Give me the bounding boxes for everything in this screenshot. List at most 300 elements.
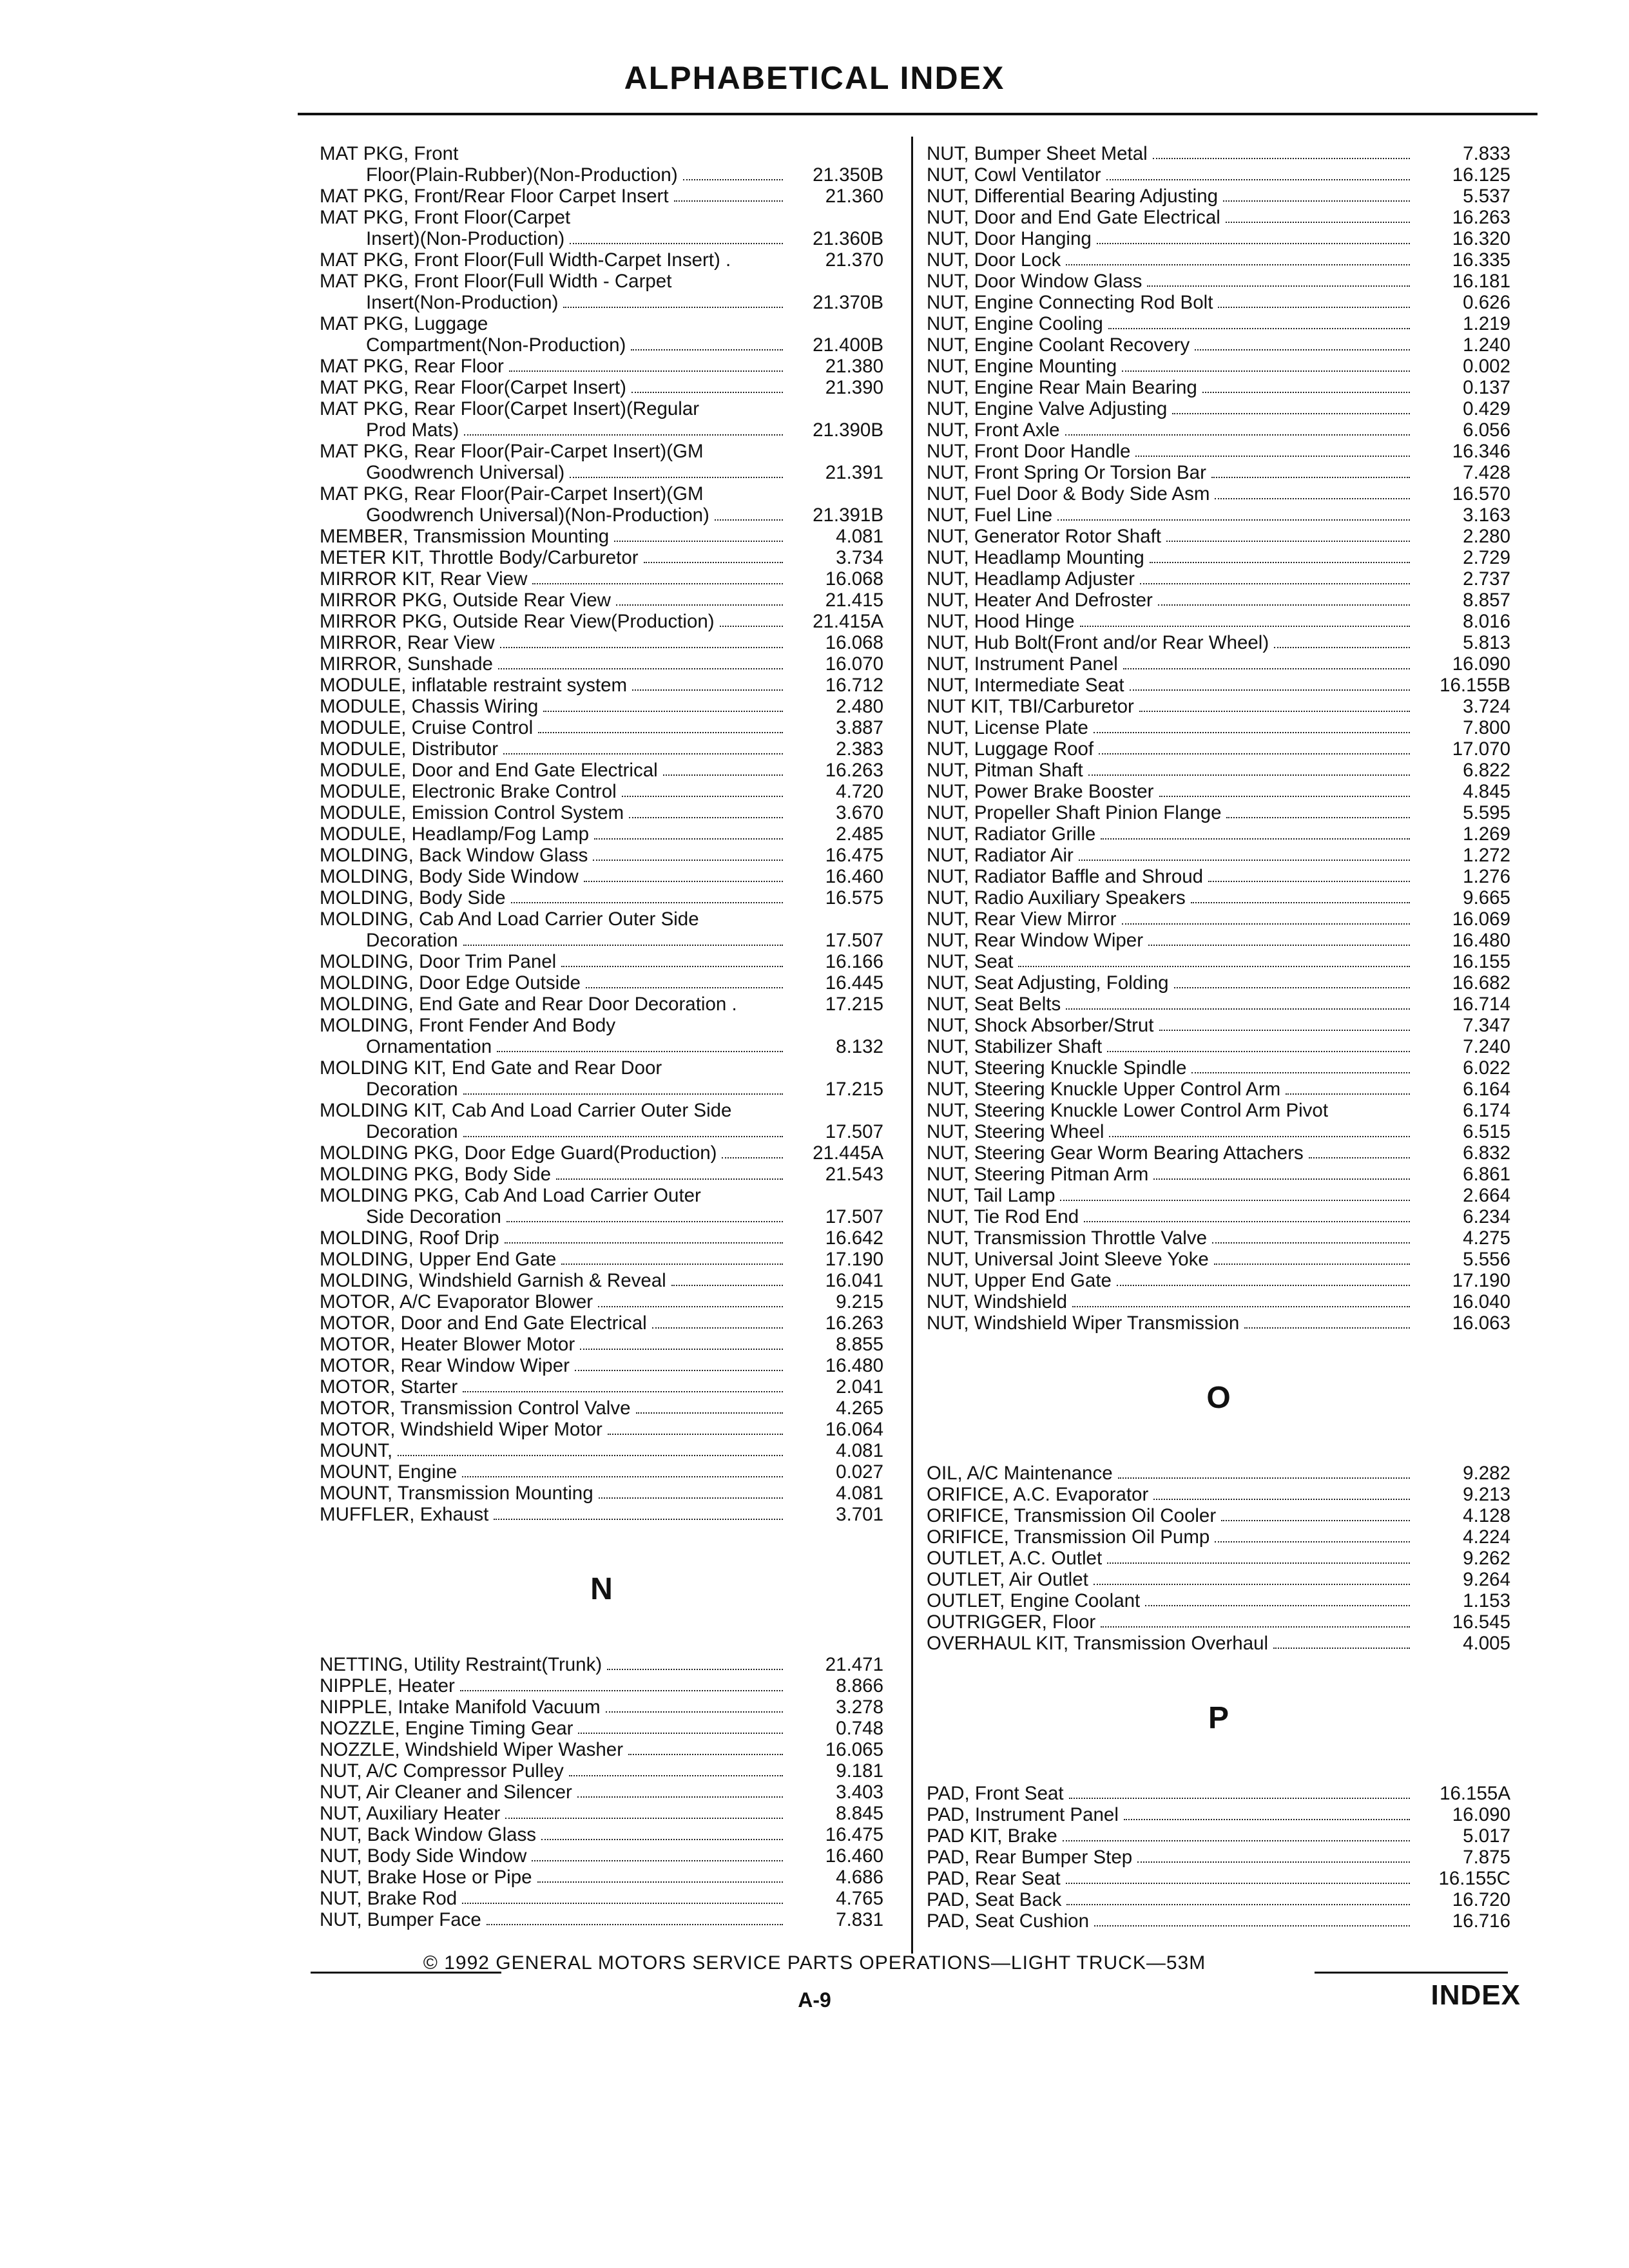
entry-label: NUT, Seat <box>927 951 1014 972</box>
index-entry <box>320 1909 883 1930</box>
leader-dots <box>532 1860 783 1861</box>
entry-page-ref: 5.017 <box>1463 1825 1510 1847</box>
index-entry <box>927 1590 1510 1611</box>
leader-dots <box>1066 1008 1410 1010</box>
entry-page-ref: 16.720 <box>1452 1889 1510 1910</box>
entry-label: ORIFICE, Transmission Oil Cooler <box>927 1505 1217 1526</box>
index-entry <box>320 1376 883 1398</box>
entry-label: NUT, Upper End Gate <box>927 1270 1112 1291</box>
leader-dots <box>1223 200 1410 202</box>
leader-dots <box>1226 222 1410 223</box>
index-entry <box>320 1888 883 1909</box>
entry-page-ref: 16.155C <box>1438 1868 1510 1889</box>
right-column <box>927 143 1510 1932</box>
entry-page-ref: 3.701 <box>836 1504 883 1525</box>
entry-label: Side Decoration <box>366 1206 501 1227</box>
leader-dots <box>616 604 783 606</box>
leader-dots <box>1286 1093 1410 1095</box>
entry-label: Decoration <box>366 930 458 951</box>
entry-label: NUT, Windshield <box>927 1291 1068 1312</box>
entry-page-ref: 16.642 <box>825 1227 883 1249</box>
entry-label: MODULE, Electronic Brake Control <box>320 781 617 802</box>
index-entry <box>320 1718 883 1739</box>
leader-dots <box>1122 370 1410 372</box>
entry-page-ref: 6.832 <box>1463 1142 1510 1164</box>
entry-page-ref: 4.720 <box>836 781 883 802</box>
entry-label: MUFFLER, Exhaust <box>320 1504 489 1525</box>
entry-label: OUTLET, A.C. Outlet <box>927 1548 1103 1569</box>
entry-label: NUT, Radiator Baffle and Shroud <box>927 866 1204 887</box>
index-entry <box>927 207 1510 228</box>
index-entry <box>320 1249 883 1270</box>
index-entry <box>927 717 1510 738</box>
entry-page-ref: 0.626 <box>1463 292 1510 313</box>
entry-label: NUT, Engine Mounting <box>927 356 1117 377</box>
entry-label: NIPPLE, Heater <box>320 1675 455 1696</box>
entry-label: MOLDING, Upper End Gate <box>320 1249 557 1270</box>
entry-page-ref: 9.213 <box>1463 1484 1510 1505</box>
leader-dots <box>1066 1904 1410 1905</box>
entry-page-ref: 5.537 <box>1463 186 1510 207</box>
entry-page-ref: 3.163 <box>1463 505 1510 526</box>
entry-label: MIRROR PKG, Outside Rear View(Production) <box>320 611 715 632</box>
index-entry <box>320 526 883 547</box>
leader-dots <box>1208 881 1410 882</box>
index-entry <box>927 1164 1510 1185</box>
leader-dots <box>1123 668 1410 669</box>
entry-label: MAT PKG, Front Floor(Full Width-Carpet Insert) . <box>320 249 731 271</box>
entry-label: NUT, Radiator Grille <box>927 823 1096 845</box>
entry-label: MOLDING, Door Edge Outside <box>320 972 581 994</box>
entry-label: ORIFICE, A.C. Evaporator <box>927 1484 1149 1505</box>
leader-dots <box>537 1881 783 1883</box>
entry-label: MAT PKG, Rear Floor(Pair-Carpet Insert)(GM <box>320 441 704 462</box>
index-entry <box>320 908 883 930</box>
copyright-notice: © 1992 GENERAL MOTORS SERVICE PARTS OPERATIONS—LIGHT TRUCK—53M <box>423 1952 1206 1974</box>
entry-page-ref: 6.164 <box>1463 1079 1510 1100</box>
index-entry <box>927 972 1510 994</box>
leader-dots <box>1117 1285 1410 1286</box>
entry-label: NUT, Propeller Shaft Pinion Flange <box>927 802 1222 823</box>
index-entry <box>927 1804 1510 1825</box>
entry-label: OUTLET, Air Outlet <box>927 1569 1088 1590</box>
index-entry <box>927 781 1510 802</box>
entry-page-ref: 16.445 <box>825 972 883 994</box>
entry-label: NUT, Door and End Gate Electrical <box>927 207 1220 228</box>
index-entry <box>320 1334 883 1355</box>
leader-dots <box>1174 987 1410 988</box>
index-entry <box>927 1036 1510 1057</box>
entry-label: OIL, A/C Maintenance <box>927 1463 1113 1484</box>
leader-dots <box>598 1306 783 1307</box>
index-entry <box>320 207 883 228</box>
page-title: ALPHABETICAL INDEX <box>624 60 1005 96</box>
entry-page-ref: 1.269 <box>1463 823 1510 845</box>
leader-dots <box>1069 1798 1410 1799</box>
entry-label: MAT PKG, Luggage <box>320 313 488 334</box>
entry-label: NUT, Fuel Door & Body Side Asm <box>927 483 1210 505</box>
index-entry <box>320 866 883 887</box>
entry-page-ref: 16.320 <box>1452 228 1510 249</box>
entry-label: Floor(Plain-Rubber)(Non-Production) <box>366 164 678 186</box>
entry-page-ref: 16.712 <box>825 675 883 696</box>
entry-page-ref: 16.263 <box>1452 207 1510 228</box>
entry-label: MAT PKG, Front Floor(Full Width - Carpet <box>320 271 672 292</box>
index-entry <box>927 1015 1510 1036</box>
entry-page-ref: 16.181 <box>1452 271 1510 292</box>
index-entry <box>927 590 1510 611</box>
entry-label: NUT, Headlamp Adjuster <box>927 568 1135 590</box>
leader-dots <box>463 1093 783 1095</box>
entry-label: MOLDING PKG, Body Side <box>320 1164 552 1185</box>
entry-page-ref: 4.845 <box>1463 781 1510 802</box>
index-entry <box>320 653 883 675</box>
entry-page-ref: 4.005 <box>1463 1633 1510 1654</box>
entry-page-ref: 21.380 <box>825 356 883 377</box>
entry-label: NUT, Differential Bearing Adjusting <box>927 186 1219 207</box>
entry-page-ref: 1.240 <box>1463 334 1510 356</box>
leader-dots <box>543 711 783 712</box>
leader-dots <box>1107 1562 1410 1564</box>
section-letter-text: N <box>590 1572 613 1606</box>
leader-dots <box>1101 1626 1410 1628</box>
index-entry <box>320 632 883 653</box>
entry-label: Insert)(Non-Production) <box>366 228 565 249</box>
index-entry <box>320 568 883 590</box>
entry-page-ref: 16.065 <box>825 1739 883 1760</box>
entry-page-ref: 16.475 <box>825 1824 883 1845</box>
entry-page-ref: 16.090 <box>1452 653 1510 675</box>
leader-dots <box>1159 1030 1410 1031</box>
entry-label: NUT, Hub Bolt(Front and/or Rear Wheel) <box>927 632 1269 653</box>
entry-page-ref: 16.716 <box>1452 1910 1510 1932</box>
section-letter-n <box>320 1525 883 1654</box>
section-letter-text: O <box>1206 1381 1231 1415</box>
entry-page-ref: 16.068 <box>825 568 883 590</box>
leader-dots <box>538 732 783 733</box>
entry-label: MAT PKG, Front/Rear Floor Carpet Insert <box>320 186 669 207</box>
index-entry <box>927 1847 1510 1868</box>
entry-label: MOLDING, Door Trim Panel <box>320 951 557 972</box>
index-entry <box>320 1504 883 1525</box>
index-entry <box>927 526 1510 547</box>
entry-label: NUT, Generator Rotor Shaft <box>927 526 1161 547</box>
entry-label: NUT, Front Door Handle <box>927 441 1131 462</box>
leader-dots <box>1094 1584 1410 1585</box>
leader-dots <box>606 1711 783 1713</box>
leader-dots <box>498 668 783 669</box>
index-entry <box>927 1057 1510 1079</box>
index-entry <box>320 696 883 717</box>
index-entry <box>320 441 883 462</box>
entry-page-ref: 17.190 <box>1452 1270 1510 1291</box>
leader-dots <box>1118 1477 1410 1479</box>
index-entry <box>927 1548 1510 1569</box>
index-entry <box>927 1270 1510 1291</box>
leader-dots <box>631 392 783 393</box>
section-letter-o <box>927 1334 1510 1463</box>
entry-label: NUT, Windshield Wiper Transmission <box>927 1312 1240 1334</box>
entry-page-ref: 16.155 <box>1452 951 1510 972</box>
leader-dots <box>575 1370 783 1371</box>
entry-page-ref: 16.575 <box>825 887 883 908</box>
index-entry <box>927 1079 1510 1100</box>
leader-dots <box>1191 902 1410 903</box>
leader-dots <box>569 1775 783 1776</box>
leader-dots <box>570 477 783 478</box>
entry-page-ref: 16.166 <box>825 951 883 972</box>
entry-page-ref: 4.686 <box>836 1867 883 1888</box>
index-entry <box>927 1505 1510 1526</box>
entry-page-ref: 21.391B <box>813 505 883 526</box>
entry-page-ref: 7.428 <box>1463 462 1510 483</box>
leader-dots <box>1212 1242 1410 1244</box>
entry-page-ref: 16.460 <box>825 866 883 887</box>
leader-dots <box>1309 1157 1410 1158</box>
index-entry <box>927 398 1510 419</box>
entry-page-ref: 4.081 <box>836 526 883 547</box>
entry-label: ORIFICE, Transmission Oil Pump <box>927 1526 1210 1548</box>
leader-dots <box>462 1903 783 1904</box>
section-letter-p <box>927 1654 1510 1783</box>
leader-dots <box>683 179 783 180</box>
index-entry <box>320 802 883 823</box>
entry-label: MOUNT, Transmission Mounting <box>320 1483 593 1504</box>
entry-label: NUT, Rear View Mirror <box>927 908 1117 930</box>
entry-label: MODULE, inflatable restraint system <box>320 675 628 696</box>
entry-page-ref: 1.272 <box>1463 845 1510 866</box>
index-entry <box>927 1633 1510 1654</box>
entry-page-ref: 16.125 <box>1452 164 1510 186</box>
index-entry <box>320 164 883 186</box>
leader-dots <box>632 689 783 691</box>
entry-page-ref: 21.391 <box>825 462 883 483</box>
index-entry <box>320 1185 883 1206</box>
entry-page-ref: 16.682 <box>1452 972 1510 994</box>
entry-label: NUT, Engine Rear Main Bearing <box>927 377 1197 398</box>
entry-label: PAD, Rear Seat <box>927 1868 1061 1889</box>
index-entry <box>927 334 1510 356</box>
leader-dots <box>1158 604 1410 606</box>
entry-label: Prod Mats) <box>366 419 459 441</box>
entry-page-ref: 3.724 <box>1463 696 1510 717</box>
entry-label: NUT, Steering Knuckle Lower Control Arm Pivot <box>927 1100 1329 1121</box>
entry-page-ref: 3.887 <box>836 717 883 738</box>
entry-label: MAT PKG, Rear Floor(Pair-Carpet Insert)(GM <box>320 483 704 505</box>
entry-page-ref: 9.282 <box>1463 1463 1510 1484</box>
index-entry <box>927 1100 1510 1121</box>
entry-page-ref: 8.016 <box>1463 611 1510 632</box>
index-entry <box>927 1783 1510 1804</box>
index-entry <box>320 1227 883 1249</box>
entry-page-ref: 8.132 <box>836 1036 883 1057</box>
index-entry <box>320 930 883 951</box>
entry-label: MOTOR, Transmission Control Valve <box>320 1398 631 1419</box>
entry-label: NUT, Brake Rod <box>320 1888 458 1909</box>
leader-dots <box>1080 626 1410 627</box>
entry-label: MOUNT, Engine <box>320 1461 458 1483</box>
entry-page-ref: 7.875 <box>1463 1847 1510 1868</box>
entry-page-ref: 7.833 <box>1463 143 1510 164</box>
entry-page-ref: 8.845 <box>836 1803 883 1824</box>
index-entry <box>320 1291 883 1312</box>
entry-page-ref: 16.570 <box>1452 483 1510 505</box>
index-entry <box>927 547 1510 568</box>
index-entry <box>927 738 1510 760</box>
index-entry <box>320 1654 883 1675</box>
entry-page-ref: 17.190 <box>825 1249 883 1270</box>
leader-dots <box>1088 774 1410 776</box>
entry-label: OUTLET, Engine Coolant <box>927 1590 1141 1611</box>
leader-dots <box>578 1733 783 1734</box>
leader-dots <box>464 434 783 436</box>
entry-label: PAD, Instrument Panel <box>927 1804 1119 1825</box>
entry-label: MIRROR, Sunshade <box>320 653 493 675</box>
leader-dots <box>1195 349 1410 351</box>
entry-label: NUT, Auxiliary Heater <box>320 1803 501 1824</box>
index-entry <box>320 1355 883 1376</box>
entry-page-ref: 21.445A <box>813 1142 883 1164</box>
leader-dots <box>636 1412 783 1414</box>
entry-page-ref: 9.262 <box>1463 1548 1510 1569</box>
leader-dots <box>561 966 783 967</box>
leader-dots <box>1153 158 1410 159</box>
index-entry <box>927 611 1510 632</box>
entry-page-ref: 5.595 <box>1463 802 1510 823</box>
index-entry <box>927 1611 1510 1633</box>
index-entry <box>320 951 883 972</box>
entry-page-ref: 2.485 <box>836 823 883 845</box>
entry-label: PAD, Seat Cushion <box>927 1910 1089 1932</box>
entry-label: METER KIT, Throttle Body/Carburetor <box>320 547 639 568</box>
leader-dots <box>505 1242 783 1244</box>
index-entry <box>927 951 1510 972</box>
leader-dots <box>628 1754 783 1755</box>
leader-dots <box>652 1327 783 1329</box>
index-entry <box>320 1803 883 1824</box>
leader-dots <box>1108 328 1410 329</box>
index-entry <box>320 1057 883 1079</box>
leader-dots <box>463 945 783 946</box>
leader-dots <box>506 1221 783 1222</box>
entry-page-ref: 6.022 <box>1463 1057 1510 1079</box>
entry-page-ref: 7.800 <box>1463 717 1510 738</box>
leader-dots <box>1122 923 1411 925</box>
leader-dots <box>1063 1840 1410 1841</box>
entry-label: NUT, Fuel Line <box>927 505 1053 526</box>
index-entry <box>927 1291 1510 1312</box>
index-entry <box>320 505 883 526</box>
index-entry <box>927 462 1510 483</box>
entry-page-ref: 17.215 <box>825 994 883 1015</box>
index-entry <box>320 1739 883 1760</box>
entry-page-ref: 2.041 <box>836 1376 883 1398</box>
index-entry <box>927 143 1510 164</box>
entry-page-ref: 1.219 <box>1463 313 1510 334</box>
entry-label: OVERHAUL KIT, Transmission Overhaul <box>927 1633 1269 1654</box>
index-entry <box>927 505 1510 526</box>
entry-label: MOLDING, Back Window Glass <box>320 845 588 866</box>
index-entry <box>320 590 883 611</box>
leader-dots <box>1094 1925 1410 1927</box>
entry-label: NUT, Brake Hose or Pipe <box>320 1867 532 1888</box>
entry-page-ref: 21.415A <box>813 611 883 632</box>
entry-page-ref: 16.480 <box>825 1355 883 1376</box>
entry-label: NUT, Universal Joint Sleeve Yoke <box>927 1249 1209 1270</box>
leader-dots <box>1172 413 1410 414</box>
entry-label: Decoration <box>366 1079 458 1100</box>
leader-dots <box>1191 1072 1410 1073</box>
leader-dots <box>1065 434 1410 436</box>
entry-label: MOLDING, Front Fender And Body <box>320 1015 616 1036</box>
entry-label: NUT, Seat Belts <box>927 994 1061 1015</box>
index-entry <box>320 1867 883 1888</box>
index-entry <box>320 143 883 164</box>
index-entry <box>927 313 1510 334</box>
leader-dots <box>1072 1306 1410 1307</box>
entry-label: MOTOR, Door and End Gate Electrical <box>320 1312 647 1334</box>
index-entry <box>927 1889 1510 1910</box>
entry-page-ref: 16.090 <box>1452 1804 1510 1825</box>
index-entry <box>320 781 883 802</box>
leader-dots <box>462 1476 783 1477</box>
leader-dots <box>593 860 783 861</box>
entry-label: NOZZLE, Engine Timing Gear <box>320 1718 574 1739</box>
leader-dots <box>398 1455 783 1456</box>
entry-label: MOLDING, Body Side Window <box>320 866 579 887</box>
entry-label: NUT, Engine Valve Adjusting <box>927 398 1168 419</box>
leader-dots <box>1079 860 1410 861</box>
leader-dots <box>505 1818 783 1819</box>
entry-page-ref: 5.813 <box>1463 632 1510 653</box>
leader-dots <box>580 1349 783 1350</box>
entry-label: NUT, Back Window Glass <box>320 1824 537 1845</box>
entry-label: MOLDING PKG, Cab And Load Carrier Outer <box>320 1185 701 1206</box>
entry-label: NUT, Bumper Sheet Metal <box>927 143 1148 164</box>
index-entry <box>927 930 1510 951</box>
leader-dots <box>1084 1221 1410 1222</box>
entry-page-ref: 9.215 <box>836 1291 883 1312</box>
leader-dots <box>1148 945 1410 946</box>
entry-label: MOUNT, <box>320 1440 393 1461</box>
entry-label: OUTRIGGER, Floor <box>927 1611 1096 1633</box>
index-entry <box>927 228 1510 249</box>
entry-page-ref: 7.831 <box>836 1909 883 1930</box>
entry-label: NUT, Luggage Roof <box>927 738 1094 760</box>
leader-dots <box>1150 562 1410 563</box>
entry-label: MAT PKG, Front <box>320 143 459 164</box>
leader-dots <box>511 902 783 903</box>
leader-dots <box>1137 1861 1410 1863</box>
leader-dots <box>1215 1541 1410 1542</box>
column-divider <box>911 137 913 1954</box>
index-entry <box>320 1121 883 1142</box>
index-entry <box>927 377 1510 398</box>
leader-dots <box>663 774 783 776</box>
entry-page-ref: 16.068 <box>825 632 883 653</box>
leader-dots <box>1135 456 1410 457</box>
index-entry <box>927 866 1510 887</box>
index-entry <box>320 1760 883 1782</box>
leader-dots <box>674 200 783 202</box>
entry-page-ref: 16.070 <box>825 653 883 675</box>
index-entry <box>927 1249 1510 1270</box>
leader-dots <box>607 1669 783 1670</box>
entry-label: NIPPLE, Intake Manifold Vacuum <box>320 1696 601 1718</box>
index-entry <box>927 1463 1510 1484</box>
leader-dots <box>631 349 783 351</box>
entry-label: NUT, Hood Hinge <box>927 611 1075 632</box>
